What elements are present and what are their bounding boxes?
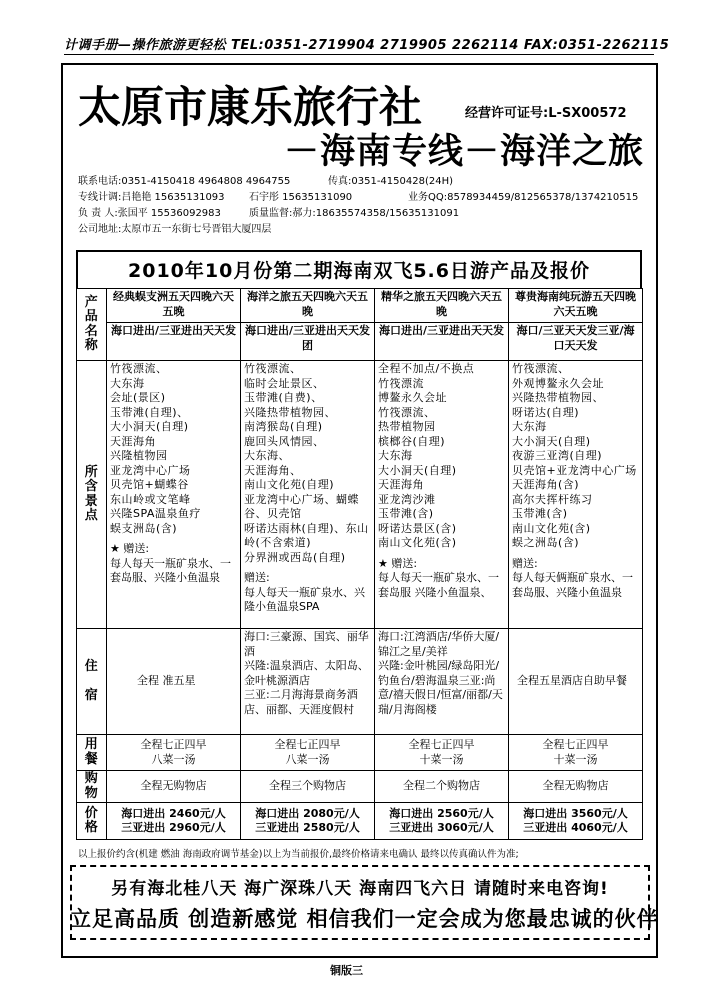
product-2-hotel: 海口:三豪源、国宾、丽华酒 兴隆:温泉酒店、太阳岛、金叶桃源酒店 三亚:二月海海景商务酒店、丽都、天涯度假村 bbox=[241, 629, 375, 735]
page-mark: 铜版三 bbox=[330, 964, 363, 977]
slogan: －海南专线－海洋之旅 bbox=[284, 132, 645, 172]
product-1-shopping: 全程无购物店 bbox=[107, 771, 241, 803]
product-2-gift: 赠送: 每人每天一瓶矿泉水、兴隆小鱼温泉SPA bbox=[244, 571, 365, 613]
product-1-price-sanya: 三亚进出 2960元/人 bbox=[121, 821, 226, 834]
price-footnote: 以上报价约含(机建 燃油 海南政府调节基金)以上为当前报价,最终价格请来电确认 最终以传真确认件为准; bbox=[78, 849, 519, 860]
product-table bbox=[76, 288, 643, 840]
business-qq: 业务QQ:8578934459/812565378/1374210515 bbox=[408, 192, 639, 203]
product-4-title: 尊贵海南纯玩游五天四晚 六天五晚 bbox=[509, 289, 643, 323]
product-3-meal-dishes: 十菜一汤 bbox=[419, 752, 464, 766]
product-1-meal-dishes: 八菜一汤 bbox=[151, 752, 196, 766]
product-1-meal bbox=[107, 735, 241, 771]
product-2-shopping: 全程三个购物店 bbox=[241, 771, 375, 803]
phone: 联系电话:0351-4150418 4964808 4964755 bbox=[78, 176, 291, 187]
label-hotel: 住 宿 bbox=[77, 629, 107, 735]
product-1-sights-cell bbox=[107, 361, 241, 629]
product-2-title: 海洋之旅五天四晚六天五晚 bbox=[241, 289, 375, 323]
product-2-meal-dishes: 八菜一汤 bbox=[285, 752, 330, 766]
product-2-sights: 竹筏漂流、 临时会址景区、 玉带滩(自费)、 兴隆热带植物园、 南湾猴岛(自理) 鹿回头风情园、 大东海、 天涯海角、 南山文化苑(自理) 亚龙湾中心广场、蝴蝶谷、贝壳馆 呀诺达雨林(自理)、东山岭(不含索道) 分界洲或西岛(自理) bbox=[244, 362, 369, 564]
product-3-meal bbox=[375, 735, 509, 771]
product-4-gift: 赠送: 每人每天俩瓶矿泉水、一套岛服、兴隆小鱼温泉 bbox=[512, 556, 633, 599]
product-4-hotel: 全程五星酒店自助早餐 bbox=[509, 629, 643, 735]
product-1-price-haikou: 海口进出 2460元/人 bbox=[121, 806, 226, 820]
product-1-gift: ★ 赠送: 每人每天一瓶矿泉水、一套岛服、兴隆小鱼温泉 bbox=[110, 542, 231, 584]
product-2-meal bbox=[241, 735, 375, 771]
product-3-meal-count: 全程七正四早 bbox=[408, 738, 475, 751]
address: 公司地址:太原市五一东街七号晋铝大厦四层 bbox=[78, 224, 272, 235]
product-2-sights-cell bbox=[241, 361, 375, 629]
product-3-title: 精华之旅五天四晚六天五晚 bbox=[375, 289, 509, 323]
product-3-price-haikou: 海口进出 2560元/人 bbox=[389, 806, 494, 820]
manager: 负 责 人:张国平 15536092983 bbox=[78, 208, 221, 219]
label-shopping: 购 物 bbox=[77, 771, 107, 803]
product-2-route: 海口进出/三亚进出天天发团 bbox=[241, 323, 375, 361]
product-3-sights: 全程不加点/不换点 竹筏漂流 博鳌永久会址 竹筏漂流、 热带植物园 槟榔谷(自理) 大东海 大小洞天(自理) 天涯海角 亚龙湾沙滩 玉带滩(含) 呀诺达景区(含) 南山文化苑(含) bbox=[378, 362, 475, 549]
product-3-route: 海口进出/三亚进出天天发 bbox=[375, 323, 509, 361]
product-2-meal-count: 全程七正四早 bbox=[274, 738, 341, 751]
product-2-price bbox=[241, 803, 375, 840]
contact-block bbox=[78, 174, 648, 238]
product-1-title: 经典蜈支洲五天四晚六天五晚 bbox=[107, 289, 241, 323]
label-product: 产 品 名 称 bbox=[77, 289, 107, 361]
product-4-shopping: 全程无购物店 bbox=[509, 771, 643, 803]
product-4-price-sanya: 三亚进出 4060元/人 bbox=[523, 821, 628, 834]
product-4-meal-dishes: 十菜一汤 bbox=[553, 752, 598, 766]
quality-supervisor: 质量监督:郝力:18635574358/15635131091 bbox=[249, 208, 460, 219]
product-3-gift: ★ 赠送: 每人每天一瓶矿泉水、一套岛服 兴隆小鱼温泉、 bbox=[378, 556, 499, 599]
promo-motto: 立足高品质 创造新感觉 相信我们一定会成为您最忠诚的伙伴 bbox=[70, 907, 659, 931]
product-4-meal-count: 全程七正四早 bbox=[542, 738, 609, 751]
product-2-price-haikou: 海口进出 2080元/人 bbox=[255, 806, 360, 820]
product-3-price bbox=[375, 803, 509, 840]
label-meal: 用 餐 bbox=[77, 735, 107, 771]
product-4-sights-cell bbox=[509, 361, 643, 629]
fax: 传真:0351-4150428(24H) bbox=[328, 176, 454, 187]
label-sights: 所 含 景 点 bbox=[77, 361, 107, 629]
company-name: 太原市康乐旅行社 bbox=[78, 83, 422, 133]
planner: 专线计调:吕艳艳 15635131093 bbox=[78, 192, 225, 203]
product-4-price bbox=[509, 803, 643, 840]
planner-2: 石宇彤 15635131090 bbox=[249, 192, 353, 203]
headline: 2010年10月份第二期海南双飞5.6日游产品及报价 bbox=[128, 260, 590, 282]
product-1-route: 海口进出/三亚进出天天发 bbox=[107, 323, 241, 361]
product-1-sights: 竹筏漂流、 大东海 会址(景区) 玉带滩(自理)、 大小洞天(自理) 天涯海角 兴隆植物园 亚龙湾中心广场 贝壳馆+蝴蝶谷 东山岭或文笔峰 兴隆SPA温泉鱼疗 蜈支洲岛(含) bbox=[110, 362, 201, 535]
promo-other-routes: 另有海北桂八天 海广深珠八天 海南四飞六日 请随时来电咨询! bbox=[111, 879, 609, 899]
header-tagline: 计调手册—操作旅游更轻松 TEL:0351-2719904 2719905 2262114 FAX:0351-2262115 bbox=[64, 34, 654, 55]
product-1-price bbox=[107, 803, 241, 840]
product-4-price-haikou: 海口进出 3560元/人 bbox=[523, 806, 628, 820]
product-4-meal bbox=[509, 735, 643, 771]
product-3-shopping: 全程二个购物店 bbox=[375, 771, 509, 803]
label-price: 价 格 bbox=[77, 803, 107, 840]
product-1-meal-count: 全程七正四早 bbox=[140, 738, 207, 751]
product-4-route: 海口/三亚天天发三亚/海口天天发 bbox=[509, 323, 643, 361]
product-4-sights: 竹筏漂流、 外观博鳌永久会址 兴隆热带植物园、 呀诺达(自理) 大东海 大小洞天(自理) 夜游三亚湾(自理) 贝壳馆+亚龙湾中心广场 天涯海角(含) 高尔夫挥杆练习 玉带滩(含) 南山文化苑(含) 蜈之洲岛(含) bbox=[512, 362, 637, 549]
product-2-price-sanya: 三亚进出 2580元/人 bbox=[255, 821, 360, 834]
product-3-sights-cell bbox=[375, 361, 509, 629]
license-number: 经营许可证号:L-SX00572 bbox=[465, 106, 627, 121]
product-1-hotel: 全程 准五星 bbox=[107, 629, 241, 735]
product-3-hotel: 海口:江湾酒店/华侨大厦/锦江之星/美祥 兴隆:金叶桃园/绿岛阳光/钓鱼台/碧海温泉三亚:尚意/禧天假日/恒富/丽都/天瑞/月海阁楼 bbox=[375, 629, 509, 735]
product-3-price-sanya: 三亚进出 3060元/人 bbox=[389, 821, 494, 834]
